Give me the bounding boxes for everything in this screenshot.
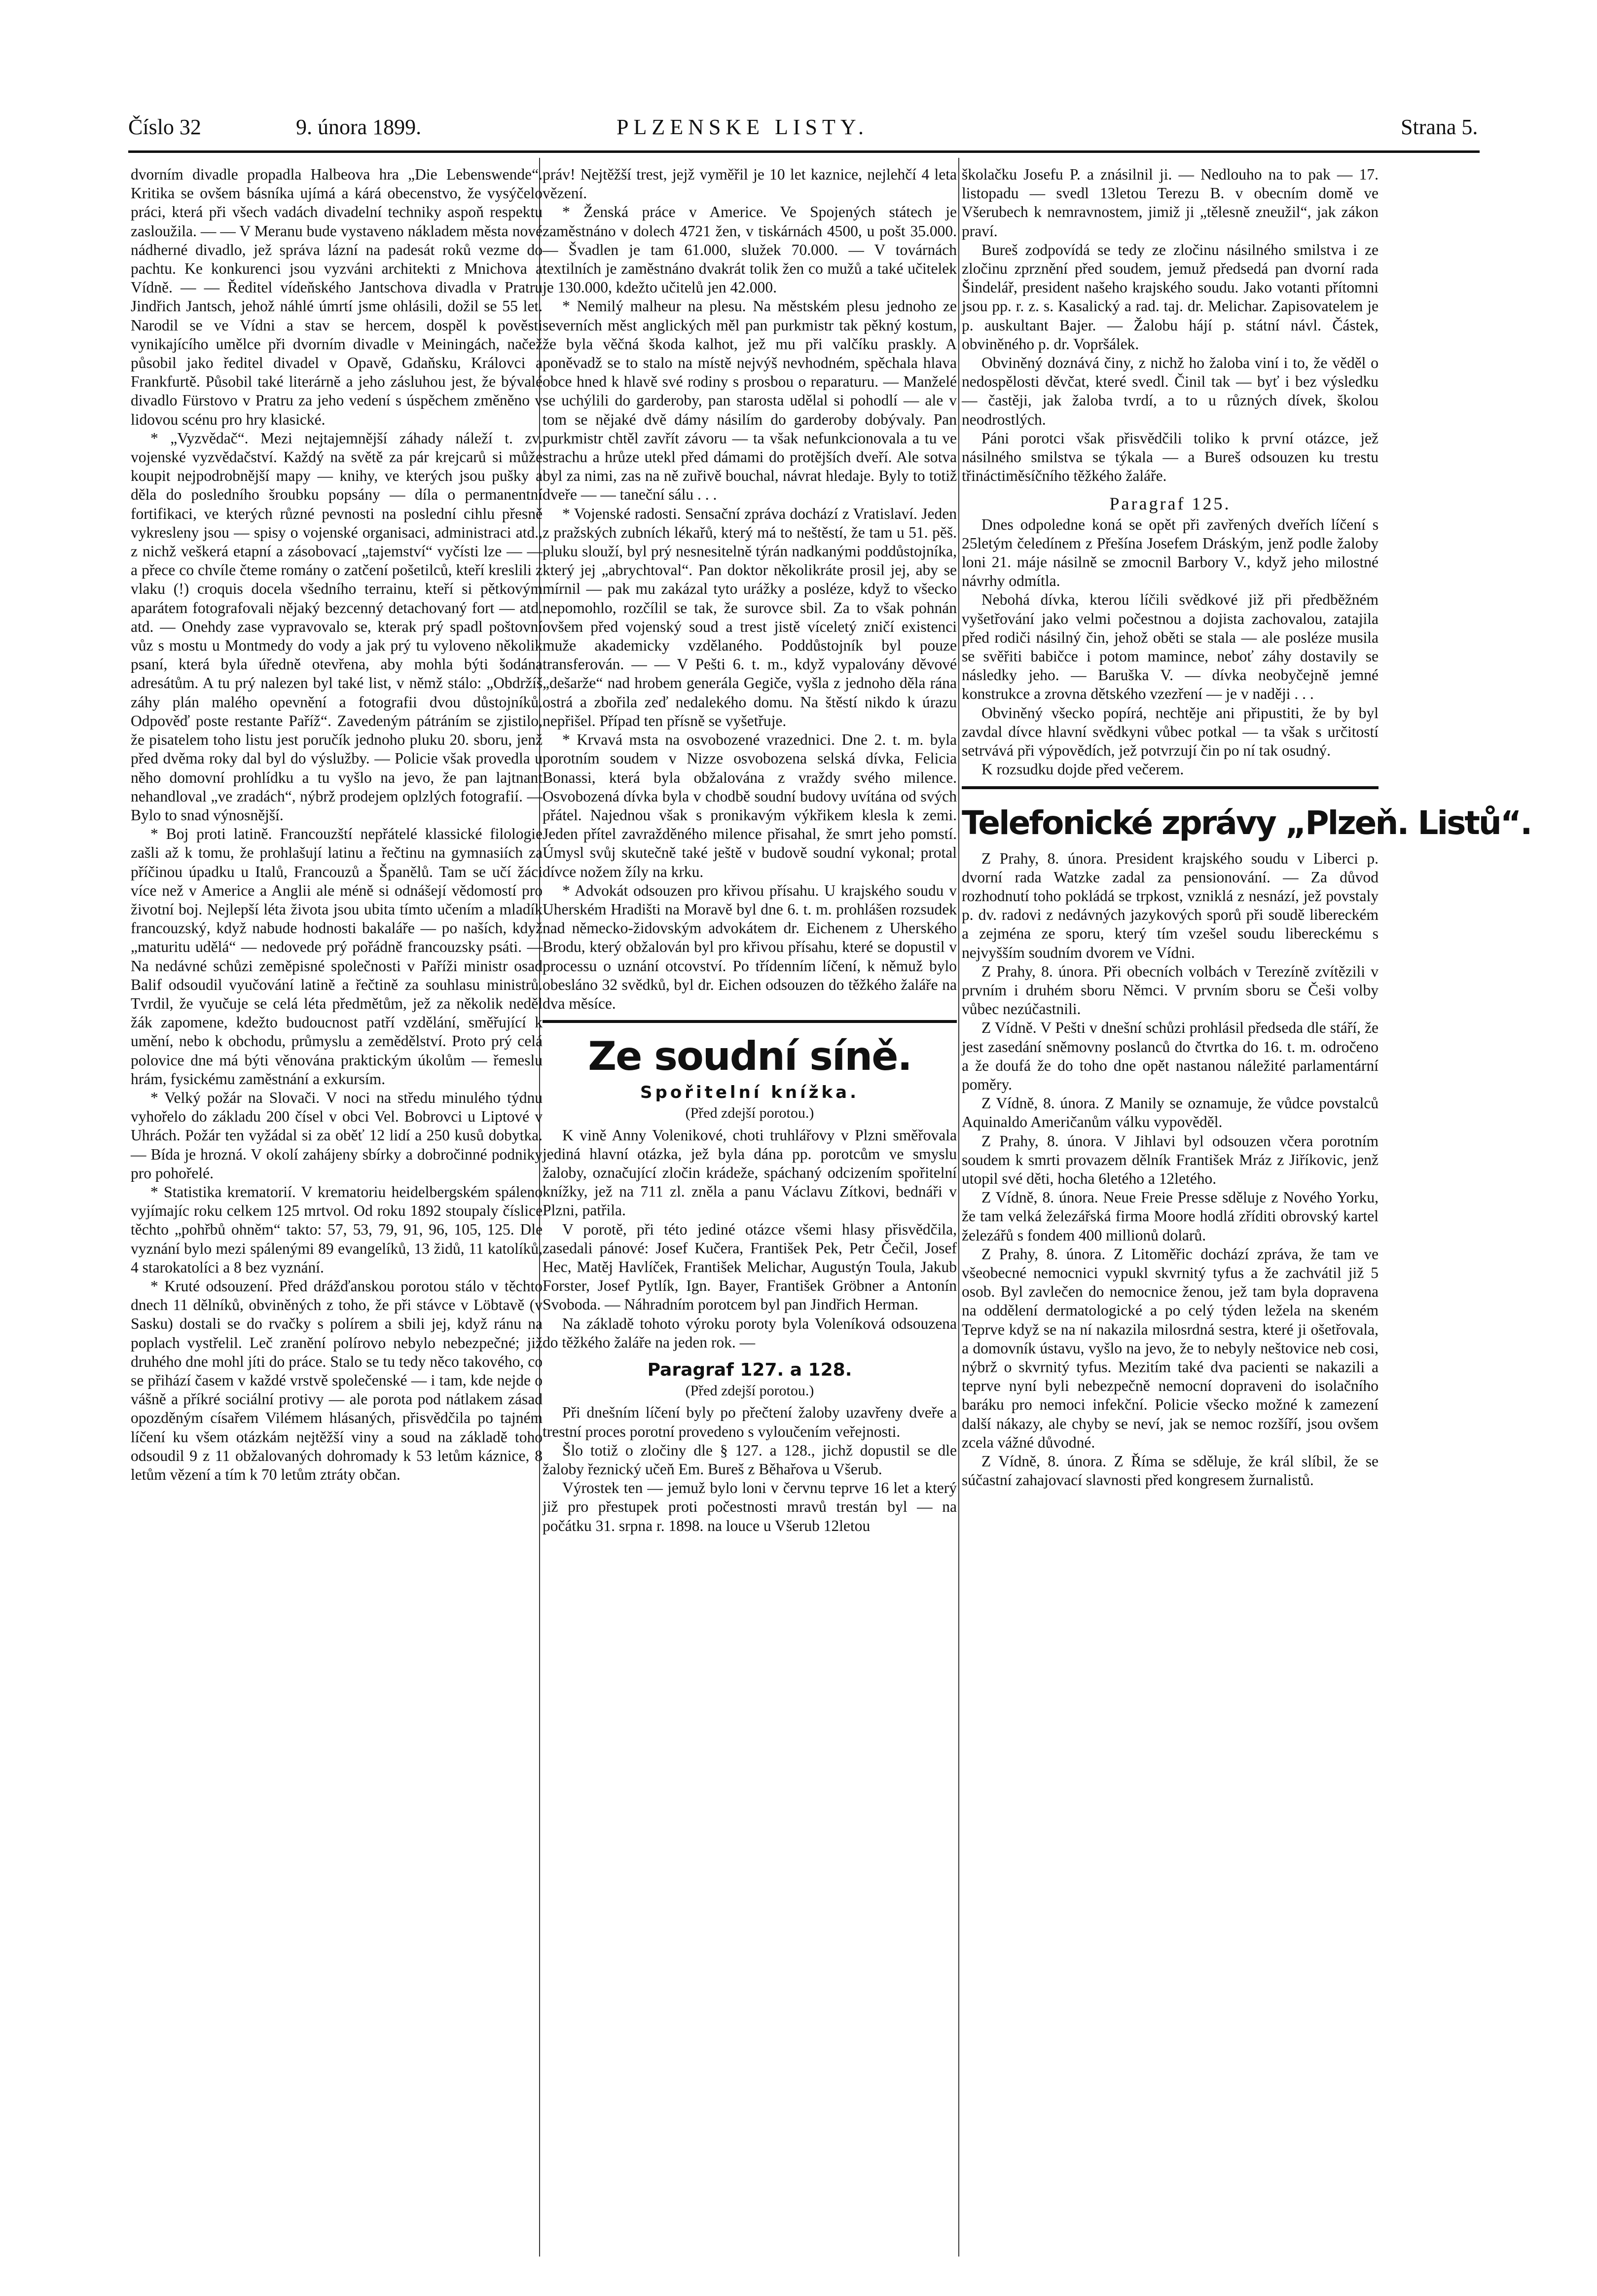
section-rule <box>962 786 1379 789</box>
telephone-item: Z Vídně, 8. února. Z Manily se oznamuje, že vůdce povstalců Aquinaldo Američanům válku vypověděl. <box>962 1094 1379 1131</box>
article-paragraph: práv! Nejtěžší trest, jejž vyměřil je 10 let kaznice, nejlehčí 4 leta vězení. <box>543 166 957 202</box>
telephone-item: Z Prahy, 8. února. Při obecních volbách v Terezíně zvítězili v prvním i druhém sboru Němci. V prvním sboru se Češi volby vůbec nezúčastnili. <box>962 962 1379 1018</box>
article-paragraph: Nebohá dívka, kterou líčili svědkové již při předběžném vyšetřování jako velmi počestnou a dojista zachovalou, zatajila před rodiči násilný čin, jehož oběti se stala — ale posléze musila se svěřiti babičce i potom mamince, neboť záhy dostavily se následky jeho. — Baruška V. — dívka neobyčejně jemné konstrukce a zrovna dětského vzezření — je v naději . . . <box>962 591 1379 703</box>
issue-date: 9. února 1899. <box>296 115 422 139</box>
court-subsection-title: Paragraf 127. a 128. <box>647 1359 852 1380</box>
court-paragraph: Výrostek ten — jemuž bylo loni v červnu teprve 16 let a který již pro přestupek proti počestnosti mravů trestán byl — na počátku 31. srpna r. 1898. na louce u Všerub 12letou <box>543 1479 957 1534</box>
article-paragraph: * Ženská práce v Americe. Ve Spojených státech je zaměstnáno v dolech 4721 žen, v tiskárnách 4500, u pošt 35.000. — Švadlen je tam 61.000, služek 70.000. — V továrnách textilních je zaměstnáno dvakrát tolik žen co mužů a také učitelek je 130.000, kdežto učitelů jen 42.000. <box>543 203 957 296</box>
telephone-item: Z Prahy, 8. února. Z Litoměřic dochází zpráva, že tam ve všeobecné nemocnici vypukl skvrnitý tyfus a že zachvátil již 5 osob. Byl zavlečen do nemocnice ženou, jež tam byla dopravena na oddělení dermatologické a po celý týden ležela na skeném Teprve když se na ní nakazila milosrdná sestra, které ji ošetřovala, a domovník ústavu, vyšlo na jevo, že to nebyly neštovice neb cosi, nýbrž o skvrnitý tyfus. Mezitím také dva pacienti se nakazili a teprve nyní byli nebezpečně nemocní dopraveni do isolačního baráku pro nemoci infekční. Policie všecko možné k zamezení další nákazy, ale chyby se neví, jak se nemoc rozšíří, jsou ovšem zcela vážné důvodné. <box>962 1245 1379 1451</box>
article-paragraph: Bureš zodpovídá se tedy ze zločinu násilného smilstva i ze zločinu zprznění před soudem, jemuž předsedá pan dvorní rada Šindelář, president našeho krajského soudu. Jako votanti přítomni jsou pp. r. z. s. Kasalický a rad. taj. dr. Melichar. Zapisovatelem je p. auskultant Bajer. — Žalobu hájí p. státní návl. Částek, obviněného p. dr. Vopršálek. <box>962 241 1379 353</box>
telephone-item: Z Vídně, 8. února. Neue Freie Presse sděluje z Nového Yorku, že tam velká železářská firma Moore hodlá zříditi obrovský kartel železářů s fondem 400 millionů dolarů. <box>962 1189 1379 1244</box>
page-number: Strana 5. <box>1401 115 1478 139</box>
court-paragraph: Šlo totiž o zločiny dle § 127. a 128., jichž dopustil se dle žaloby řeznický učeň Em. Bureš z Běhařova u Všerub. <box>543 1441 957 1478</box>
article-paragraph: školačku Josefu P. a znásilnil ji. — Nedlouho na to pak — 17. listopadu — svedl 13letou Terezu B. v obecním domě ve Všerubech k nemravnostem, jimiž ji „tělesně zneužil“, jak zákon praví. <box>962 166 1379 240</box>
article-paragraph: * Vojenské radosti. Sensační zpráva dochází z Vratislaví. Jeden z pražských zubních lékařů, který má to neštěstí, že tam u 51. pěš. pluku slouží, byl prý nesnesitelně týrán nadkanými poddůstojníka, který jej „abrychtoval“. Pan doktor několikráte prosil jej, aby se mírnil — pak mu zakázal tyto urážky a posléze, když to všecko nepomohlo, rozčílil se tak, že surovce sbil. Za to však pohnán ovšem před vojenský soud a trest jistě víceletý zničí existenci muže akademicky vzdělaného. Poddůstojník byl pouze transferován. — — V Pešti 6. t. m., když vypalovány děvové „dešarže“ nad hrobem generála Gegiče, vyšla z jednoho děla rána ostrá a zbořila zeď nedalekého domu. Na štěstí nikdo k úrazu nepřišel. Případ ten přísně se vyšetřuje. <box>543 505 957 729</box>
column-1 <box>131 165 543 2257</box>
court-paragraph: Na základě tohoto výroku poroty byla Voleníková odsouzena do těžkého žaláře na jeden rok. — <box>543 1314 957 1351</box>
article-paragraph: Obviněný doznává činy, z nichž ho žaloba viní i to, že věděl o nedospělosti děvčat, které svedl. Činil tak — byť i bez výsledku — častěji, jak žaloba tvrdí, a to u různých dívek, školou neodrostlých. <box>962 354 1379 428</box>
masthead-title: PLZENSKE LISTY. <box>617 115 869 139</box>
column-2 <box>543 165 957 2257</box>
article-paragraph: * Advokát odsouzen pro křivou přísahu. U krajského soudu v Uherském Hradišti na Moravě byl dne 6. t. m. prohlášen rozsudek nad německo-židovským advokátem dr. Eichenem z Uherského Brodu, který obžalován byl pro křivou přísahu, které se dopustil v processu o uznání otcovství. Po třídenním líčení, k němuž bylo obesláno 32 svědků, byl dr. Eichen odsouzen do těžkého žaláře na dva měsíce. <box>543 881 957 1012</box>
telephone-item: Z Prahy, 8. února. V Jihlavi byl odsouzen včera porotním soudem k smrti provazem dělník František Mráz z Jiříkovic, jenž utopil své děti, hocha 6letého a 12letého. <box>962 1132 1379 1187</box>
court-paragraph: V porotě, při této jediné otázce všemi hlasy přisvědčila, zasedali pánové: Josef Kučera, František Pek, Petr Čečil, Josef Hec, Matěj Havlíček, František Melichar, Augustýn Toula, Jakub Forster, Josef Pytlík, Ign. Bayer, František Gröbner a Antonín Svoboda. — Náhradním porotcem byl pan Jindřich Herman. <box>543 1220 957 1313</box>
article-paragraph: K rozsudku dojde před večerem. <box>981 761 1184 778</box>
article-paragraph: * Krvavá msta na osvobozené vrazednici. Dne 2. t. m. byla porotním soudem v Nizze osvobozena selská dívka, Felicia Bonassi, která byla obžalována z vraždy svého milence. Osvobozená dívka byla v chodbě soudní budovy uvítána od svých přátel. Najednou však s pronikavým výkřikem klesla k zemi. Jeden přítel zavražděného milence přisahal, že smrt jeho pomstí. Úmysl svůj skutečně také ještě v budově soudní vykonal; protal dívce nožem žíly na krku. <box>543 731 957 880</box>
telephone-item: Z Vídně, 8. února. Z Říma se sděluje, že král slíbil, že se súčastní zahajovací slavnosti před kongresem žurnalistů. <box>962 1453 1379 1489</box>
article-paragraph: Obviněný všecko popírá, nechtěje ani připustiti, že by byl zavdal dívce hlavní svědkyni vůbec potkal — ta však s určitostí setrvává při výpovědích, jež potvrzují čin po ní tak osudný. <box>962 704 1379 760</box>
issue-number: Číslo 32 <box>128 115 201 139</box>
page-header <box>128 114 1480 149</box>
telephone-item: Z Vídně. V Pešti v dnešní schůzi prohlásil předseda dle stáří, že jest zasedání sněmovny poslanců do čtvrtka do 16. t. m. odročeno a že doufá že do toho dne opět nastanou náležité parlamentární poměry. <box>962 1019 1379 1093</box>
section-rule <box>543 1020 957 1023</box>
article-paragraph: * Kruté odsouzení. Před drážďanskou porotou stálo v těchto dnech 11 dělníků, obviněných z toho, že při stávce v Löbtavě (v Sasku) dostali se do rvačky s polírem a sbili jej, když ránu na poplach vystřelil. Leč zranění polírovo nebylo nebezpečné; již druhého dne mohl jíti do práce. Stalo se tu tedy něco takového, co se přihází časem v každé vrstvě společenské — i tam, kde nejde o vášně a příkré sociální protivy — ale porota pod nátlakem zásad opozděným císařem Vilémem hlásaných, přisvědčila po tajném líčení ku všem otázkám nejtěžší viny a soud na základě toho odsoudil 9 z 11 obžalovaných dohromady k 53 letům káznice, 8 letům vězení a tím k 70 letům ztráty občan. <box>131 1277 543 1484</box>
court-paragraph: K vině Anny Volenikové, choti truhlářovy v Plzni směřovala jediná hlavní otázka, jež byla dána pp. porotcům ve smyslu žaloby, označující zločin krádeže, spáchaný odcizením spořitelní knížky, jež na 711 zl. zněla a panu Václavu Zítkovi, bednáři v Plzni, patřila. <box>543 1126 957 1219</box>
court-subsection-title: Spořitelní knížka. <box>640 1083 859 1103</box>
column-3 <box>962 165 1531 2257</box>
article-paragraph: * „Vyzvědač“. Mezi nejtajemnější záhady náleží t. zv. vojenské vyzvědačství. Každý na světě za pár krejcarů si může koupit nejpodrobnější mapy — knihy, ve kterých jsou pušky a děla do posledního šroubku popsány — díla o permanentní fortifikaci, ve kterých různé pevnosti na poslední cihlu přesně vykresleny jsou — spisy o vojenské organisaci, administraci atd., z nichž veškerá etapní a zásobovací „tajemství“ vyčísti lze — — a přece co chvíle čteme romány o zatčení pošetilců, kteří kreslili z vlaku (!) croquis docela všedního terrainu, kteří si pětkovým aparátem fotografovali nějaký bezcenný detachovaný fort — atd. atd. — Onehdy zase vypravovalo se, kterak prý spadl poštovní vůz s mostu u Montmedy do vody a jak prý tu vyloveno několik psaní, která byla úředně otevřena, aby mohla býti šodána adresátům. A tu prý nalezen byl také list, v němž stálo: „Obdržíš záhy plán malého opevnění a fotografii dvou důstojníků. Odpověď poste restante Paříž“. Zavedeným pátráním se zjistilo, že pisatelem toho listu jest poručík jednoho pluku 20. sboru, jenž před dvěma roky dal byl do výslužby. — Policie však provedla u něho domovní prohlídku a tu vyšlo na jevo, že pan lajtnant nehandloval „ve zradách“, nýbrž prodejem oplzlých fotografií. — Bylo to snad výnosnější. <box>131 429 543 824</box>
article-paragraph: Dnes odpoledne koná se opět při zavřených dveřích líčení s 25letým čeledínem z Přešína Josefem Dráským, jenž podle žaloby loni 21. máje násilně se zmocnil Barbory V., když jeho milostné návrhy odmítla. <box>962 515 1379 590</box>
telephone-item: Z Prahy, 8. února. President krajského soudu v Liberci p. dvorní rada Watzke zadal za pensionování. — Za důvod rozhodnutí toho pokládá se trpkost, vzniklá z nesnází, jež povstaly p. dv. radovi z nedávných jazykových sporů při soudě libereckém a zejména ze sporu, který tím vzešel soudu libereckému s nejvyšším soudním dvorem ve Vídni. <box>962 849 1379 961</box>
header-rule <box>128 150 1480 153</box>
court-section-title: Ze soudní síně. <box>588 1033 911 1080</box>
article-paragraph: * Boj proti latině. Francouzští nepřátelé klassické filologie zašli až k tomu, že prohlašují latinu a řečtinu na gymnasiích za příčinou úpadku u Italů, Francouzů a Španělů. Tam se učí žáci více než v Americe a Anglii ale méně si odnášejí vědomostí pro životní boj. Nejlepší léta života jsou ubita tímto učením a mladík francouzský, když nabude hodnosti bakaláře — po naších, když „maturitu udělá“ — nedovede prý pořádně francouzsky psáti. — Na nedávné schůzi zeměpisné společnosti v Paříži ministr osad Balif odsoudil vyučování latině a řečtině za souhlasu ministrů. Tvrdil, že vyučuje se celá léta předmětům, jež za několik neděl žák zapomene, kdežto budoucnost patří vzdělání, směřující k umění, nebo k obchodu, průmyslu a zemědělství. Proto prý celá polovice dne má býti věnována praktickým úkolům — řemeslu hrám, fysickému zaměstnání a exkursím. <box>131 825 543 1088</box>
article-paragraph: * Velký požár na Slovači. V noci na středu minulého týdnu vyhořelo do základu 200 čísel v obci Vel. Bobrovci u Liptové v Uhrách. Požár ten vyžádal si za oběť 12 lidí a 250 kusů dobytka. — Bída je hrozná. V okolí zahájeny sbírky a dobročinné podniky pro pohořelé. <box>131 1089 543 1182</box>
article-paragraph: dvorním divadle propadla Halbeova hra „Die Lebenswende“. Kritika se ovšem básníka ujímá a kárá obecenstvo, že vysýčelo práci, která při všech vadách divadelní techniky aspoň respektu zasloužila. — — V Meranu bude vystaveno nákladem města nové nádherné divadlo, jež správa lázní na padesát roků vezme do pachtu. Ke konkurenci jsou vyzváni architekti z Mnichova a Vídně. — — Ředitel vídeňského Jantschova divadla v Pratru Jindřich Jantsch, jehož náhlé úmrtí jsme ohlásili, dožil se 55 let. Narodil se ve Vídni a stav se hercem, dospěl k pověsti vynikajícího umělce při dvorním divadle v Meiningách, načež působil jako ředitel divadel v Opavě, Gdaňsku, Královci a Frankfurtě. Působil také literárně a jeho zásluhou jest, že bývalé divadlo Fürstovo v Pratru za jeho vedení s úspěchem změněno v lidovou scénu pro hry klasické. <box>131 166 543 428</box>
article-paragraph: * Nemilý malheur na plesu. Na městském plesu jednoho ze severních měst anglických měl pan purkmistr tak pěkný kostum, že byla věčná škoda kalhot, jež mu při valčíku praskly. A poněvadž se to stalo na místě nejvýš nevhodném, spěchala hlava obce hned k hlavě své rodiny s prosbou o reparaturu. — Manželé se uchýlili do garderoby, pan starosta udělal si pohodlí — ale v tom se nějaké dvě dámy násilím do garderoby dobývaly. Pan purkmistr chtěl zavřít závoru — ta však nefunkcionovala a tu ve strachu a hrůze utekl před dámami do protějších dveří. Ale sotva byl za nimi, zas na ně zuřivě bouchal, návrat hledaje. Byly to totiž dveře — — taneční sálu . . . <box>543 297 957 504</box>
paragraph-125-title: Paragraf 125. <box>1109 494 1231 514</box>
telephone-news-title: Telefonické zprávy „Plzeň. Listů“. <box>962 803 1531 842</box>
court-note: (Před zdejší porotou.) <box>685 1383 814 1399</box>
article-paragraph: Páni porotci však přisvědčili toliko k první otázce, jež násilného smilstva se týkala — a Bureš odsouzen ku trestu třináctiměsíčního těžkého žaláře. <box>962 429 1379 485</box>
column-divider <box>958 158 959 2257</box>
court-note: (Před zdejší porotou.) <box>685 1105 814 1122</box>
court-paragraph: Při dnešním líčení byly po přečtení žaloby uzavřeny dveře a trestní proces porotní provedeno s vyloučením veřejnosti. <box>543 1404 957 1440</box>
article-paragraph: * Statistika krematorií. V krematoriu heidelbergském spáleno vyjímajíc roku celkem 125 mrtvol. Od roku 1892 stoupaly číslice těchto „pohřbů ohněm“ takto: 57, 53, 79, 91, 96, 105, 125. Dle vyznání bylo mezi spálenými 89 evangelíků, 13 židů, 11 katolíků, 4 starokatolíci a 8 bez vyznání. <box>131 1183 543 1276</box>
